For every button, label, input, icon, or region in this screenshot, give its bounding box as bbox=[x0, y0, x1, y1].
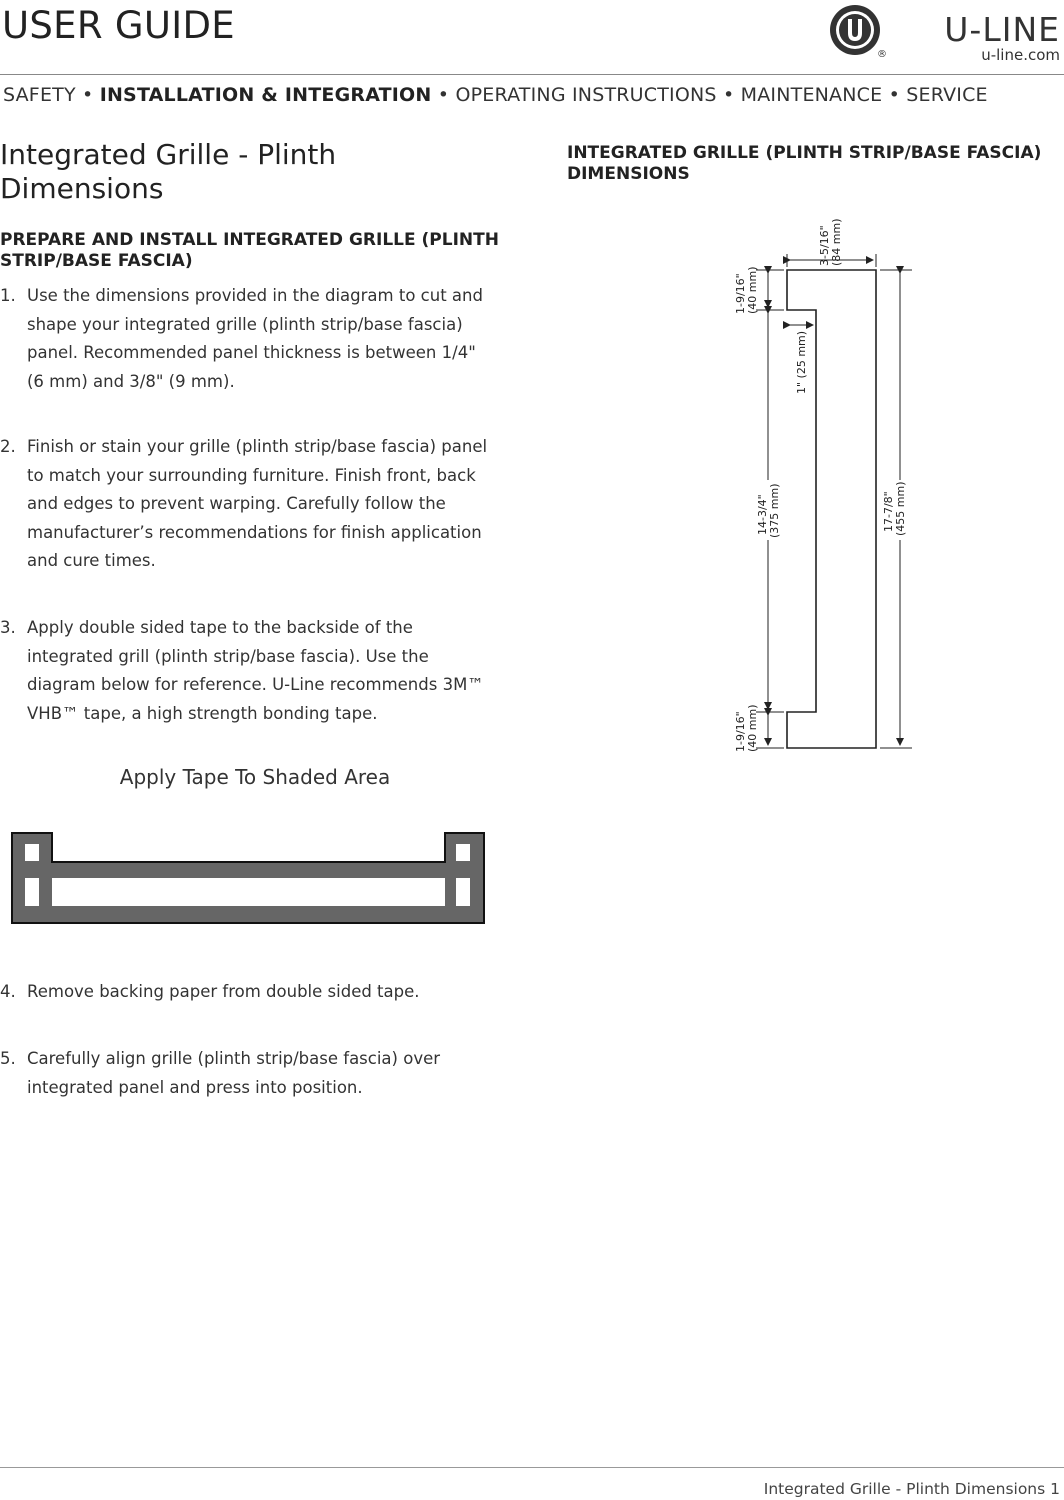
step-5 bbox=[0, 1045, 495, 1102]
nav-item-operating[interactable]: OPERATING INSTRUCTIONS bbox=[455, 84, 717, 106]
tape-diagram-caption: Apply Tape To Shaded Area bbox=[119, 765, 391, 789]
step-number: 2. bbox=[0, 437, 16, 456]
footer-divider bbox=[0, 1467, 1064, 1468]
step-number: 3. bbox=[0, 618, 16, 637]
step-number: 4. bbox=[0, 982, 16, 1001]
tape-gap bbox=[456, 878, 470, 906]
step-number: 5. bbox=[0, 1049, 16, 1068]
header-divider bbox=[0, 74, 1064, 75]
document-title: USER GUIDE bbox=[2, 4, 235, 47]
step-4 bbox=[0, 978, 495, 1007]
tape-gap bbox=[456, 844, 470, 861]
nav-item-installation[interactable]: INSTALLATION & INTEGRATION bbox=[99, 84, 432, 106]
dim-inner-length-metric: (375 mm) bbox=[768, 483, 781, 538]
dim-top-lip-imperial: 1-9/16" bbox=[734, 273, 747, 314]
dimensions-heading: INTEGRATED GRILLE (PLINTH STRIP/BASE FASCIA) DIMENSIONS bbox=[567, 143, 1042, 184]
nav-separator: • bbox=[888, 84, 901, 106]
prepare-install-heading: PREPARE AND INSTALL INTEGRATED GRILLE (PLINTH STRIP/BASE FASCIA) bbox=[0, 230, 499, 271]
tape-gap bbox=[25, 844, 39, 861]
nav-separator: • bbox=[722, 84, 735, 106]
section-nav bbox=[3, 84, 988, 106]
dim-bottom-lip-metric: (40 mm) bbox=[746, 704, 759, 752]
nav-item-safety[interactable]: SAFETY bbox=[3, 84, 76, 106]
nav-item-maintenance[interactable]: MAINTENANCE bbox=[740, 84, 883, 106]
grille-dimension-diagram bbox=[700, 210, 950, 770]
step-text: Remove backing paper from double sided tape. bbox=[27, 982, 420, 1001]
brand-wordmark: U-LINE bbox=[944, 10, 1060, 49]
step-number: 1. bbox=[0, 286, 16, 305]
tape-gap bbox=[25, 878, 39, 906]
tape-gap bbox=[52, 878, 445, 906]
registered-mark: ® bbox=[877, 49, 887, 60]
step-3 bbox=[0, 614, 495, 728]
dim-bottom-lip-imperial: 1-9/16" bbox=[734, 711, 747, 752]
dim-top-lip-metric: (40 mm) bbox=[746, 266, 759, 314]
step-2 bbox=[0, 433, 495, 576]
dim-total-length-metric: (455 mm) bbox=[894, 481, 907, 536]
section-title: Integrated Grille - Plinth Dimensions bbox=[0, 138, 337, 205]
dim-total-length-imperial: 17-7/8" bbox=[882, 491, 895, 532]
dim-inner-depth: 1" (25 mm) bbox=[795, 330, 808, 394]
brand-url: u-line.com bbox=[981, 46, 1060, 64]
u-line-logo-icon bbox=[828, 2, 888, 60]
step-text: Carefully align grille (plinth strip/base fascia) over integrated panel and press into position. bbox=[27, 1049, 441, 1097]
dim-top-width-metric: (84 mm) bbox=[830, 218, 843, 266]
step-text: Apply double sided tape to the backside of the integrated grill (plinth strip/base fascia). Use the diagram below for reference. U-Line recommends 3M™ VHB™ tape, a high strength bonding tape. bbox=[27, 618, 484, 723]
nav-separator: • bbox=[437, 84, 450, 106]
page-footer: Integrated Grille - Plinth Dimensions 1 bbox=[763, 1480, 1060, 1498]
step-1 bbox=[0, 282, 495, 396]
step-text: Use the dimensions provided in the diagram to cut and shape your integrated grille (plinth strip/base fascia) panel. Recommended panel thickness is between 1/4" (6 mm) and 3/8" (9 mm). bbox=[27, 286, 483, 391]
dim-top-width-imperial: 3-5/16" bbox=[818, 225, 831, 266]
step-text: Finish or stain your grille (plinth strip/base fascia) panel to match your surrounding furniture. Finish front, back and edges to prevent warping. Carefully follow the manufacturer’s recommendations for finish application and cure times. bbox=[27, 437, 488, 570]
tape-area-diagram bbox=[8, 828, 490, 928]
dim-inner-length-imperial: 14-3/4" bbox=[756, 494, 769, 535]
nav-separator: • bbox=[82, 84, 94, 106]
nav-item-service[interactable]: SERVICE bbox=[906, 84, 988, 106]
